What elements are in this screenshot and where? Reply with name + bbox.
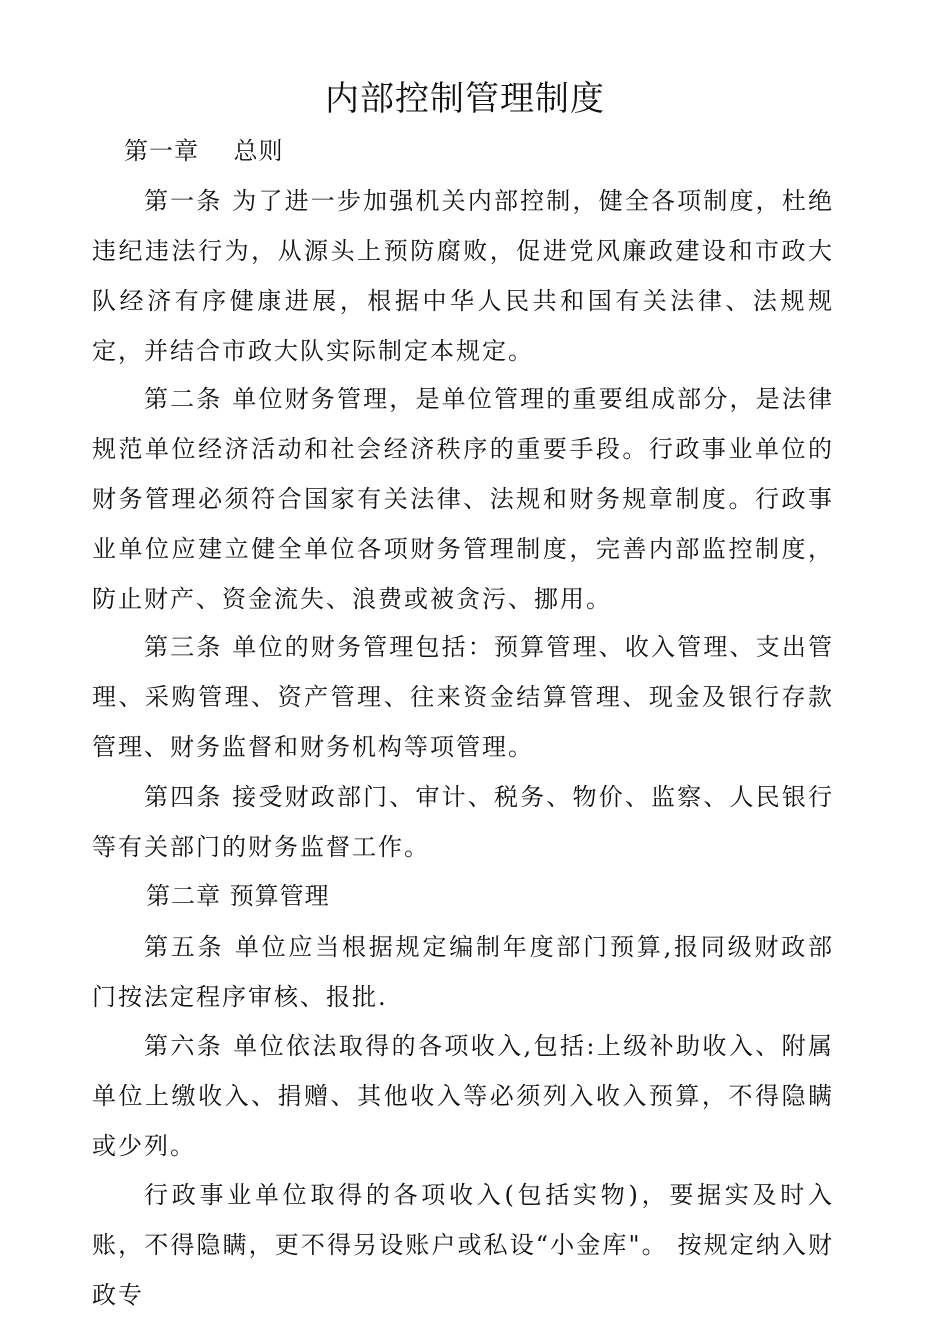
paragraph-article-1: 第一条 为了进一步加强机关内部控制，健全各项制度，杜绝违纪违法行为，从源头上预防腐败，促进党风廉政建设和市政大队经济有序健康进展，根据中华人民共和国有关法律、法规规定，并结合市政大队实际制定本规定。 xyxy=(92,187,834,365)
paragraph-article-2: 第二条 单位财务管理，是单位管理的重要组成部分，是法律规范单位经济活动和社会经济秩序的重要手段。行政事业单位的财务管理必须符合国家有关法律、法规和财务规章制度。行政事业单位应建立健全单位各项财务管理制度，完善内部监控制度，防止财产、资金流失、浪费或被贪污、挪用。 xyxy=(92,385,834,613)
chapter-heading-general: 第一章 总则 xyxy=(124,137,284,165)
chapter-heading-budget: 第二章 预算管理 xyxy=(146,882,330,910)
paragraph-income-rules: 行政事业单位取得的各项收入(包括实物)，要据实及时入账，不得隐瞒，更不得另设账户或私设“小金库"。 按规定纳入财政专 xyxy=(92,1181,834,1309)
document-title: 内部控制管理制度 xyxy=(325,79,605,119)
paragraph-article-6: 第六条 单位依法取得的各项收入,包括:上级补助收入、附属单位上缴收入、捐赠、其他收入等必须列入收入预算，不得隐瞒或少列。 xyxy=(92,1032,834,1160)
paragraph-article-4: 第四条 接受财政部门、审计、税务、物价、监察、人民银行等有关部门的财务监督工作。 xyxy=(92,783,834,861)
paragraph-article-5: 第五条 单位应当根据规定编制年度部门预算,报同级财政部门按法定程序审核、报批. xyxy=(92,933,834,1011)
paragraph-article-3: 第三条 单位的财务管理包括：预算管理、收入管理、支出管理、采购管理、资产管理、往来资金结算管理、现金及银行存款管理、财务监督和财务机构等项管理。 xyxy=(92,633,834,761)
